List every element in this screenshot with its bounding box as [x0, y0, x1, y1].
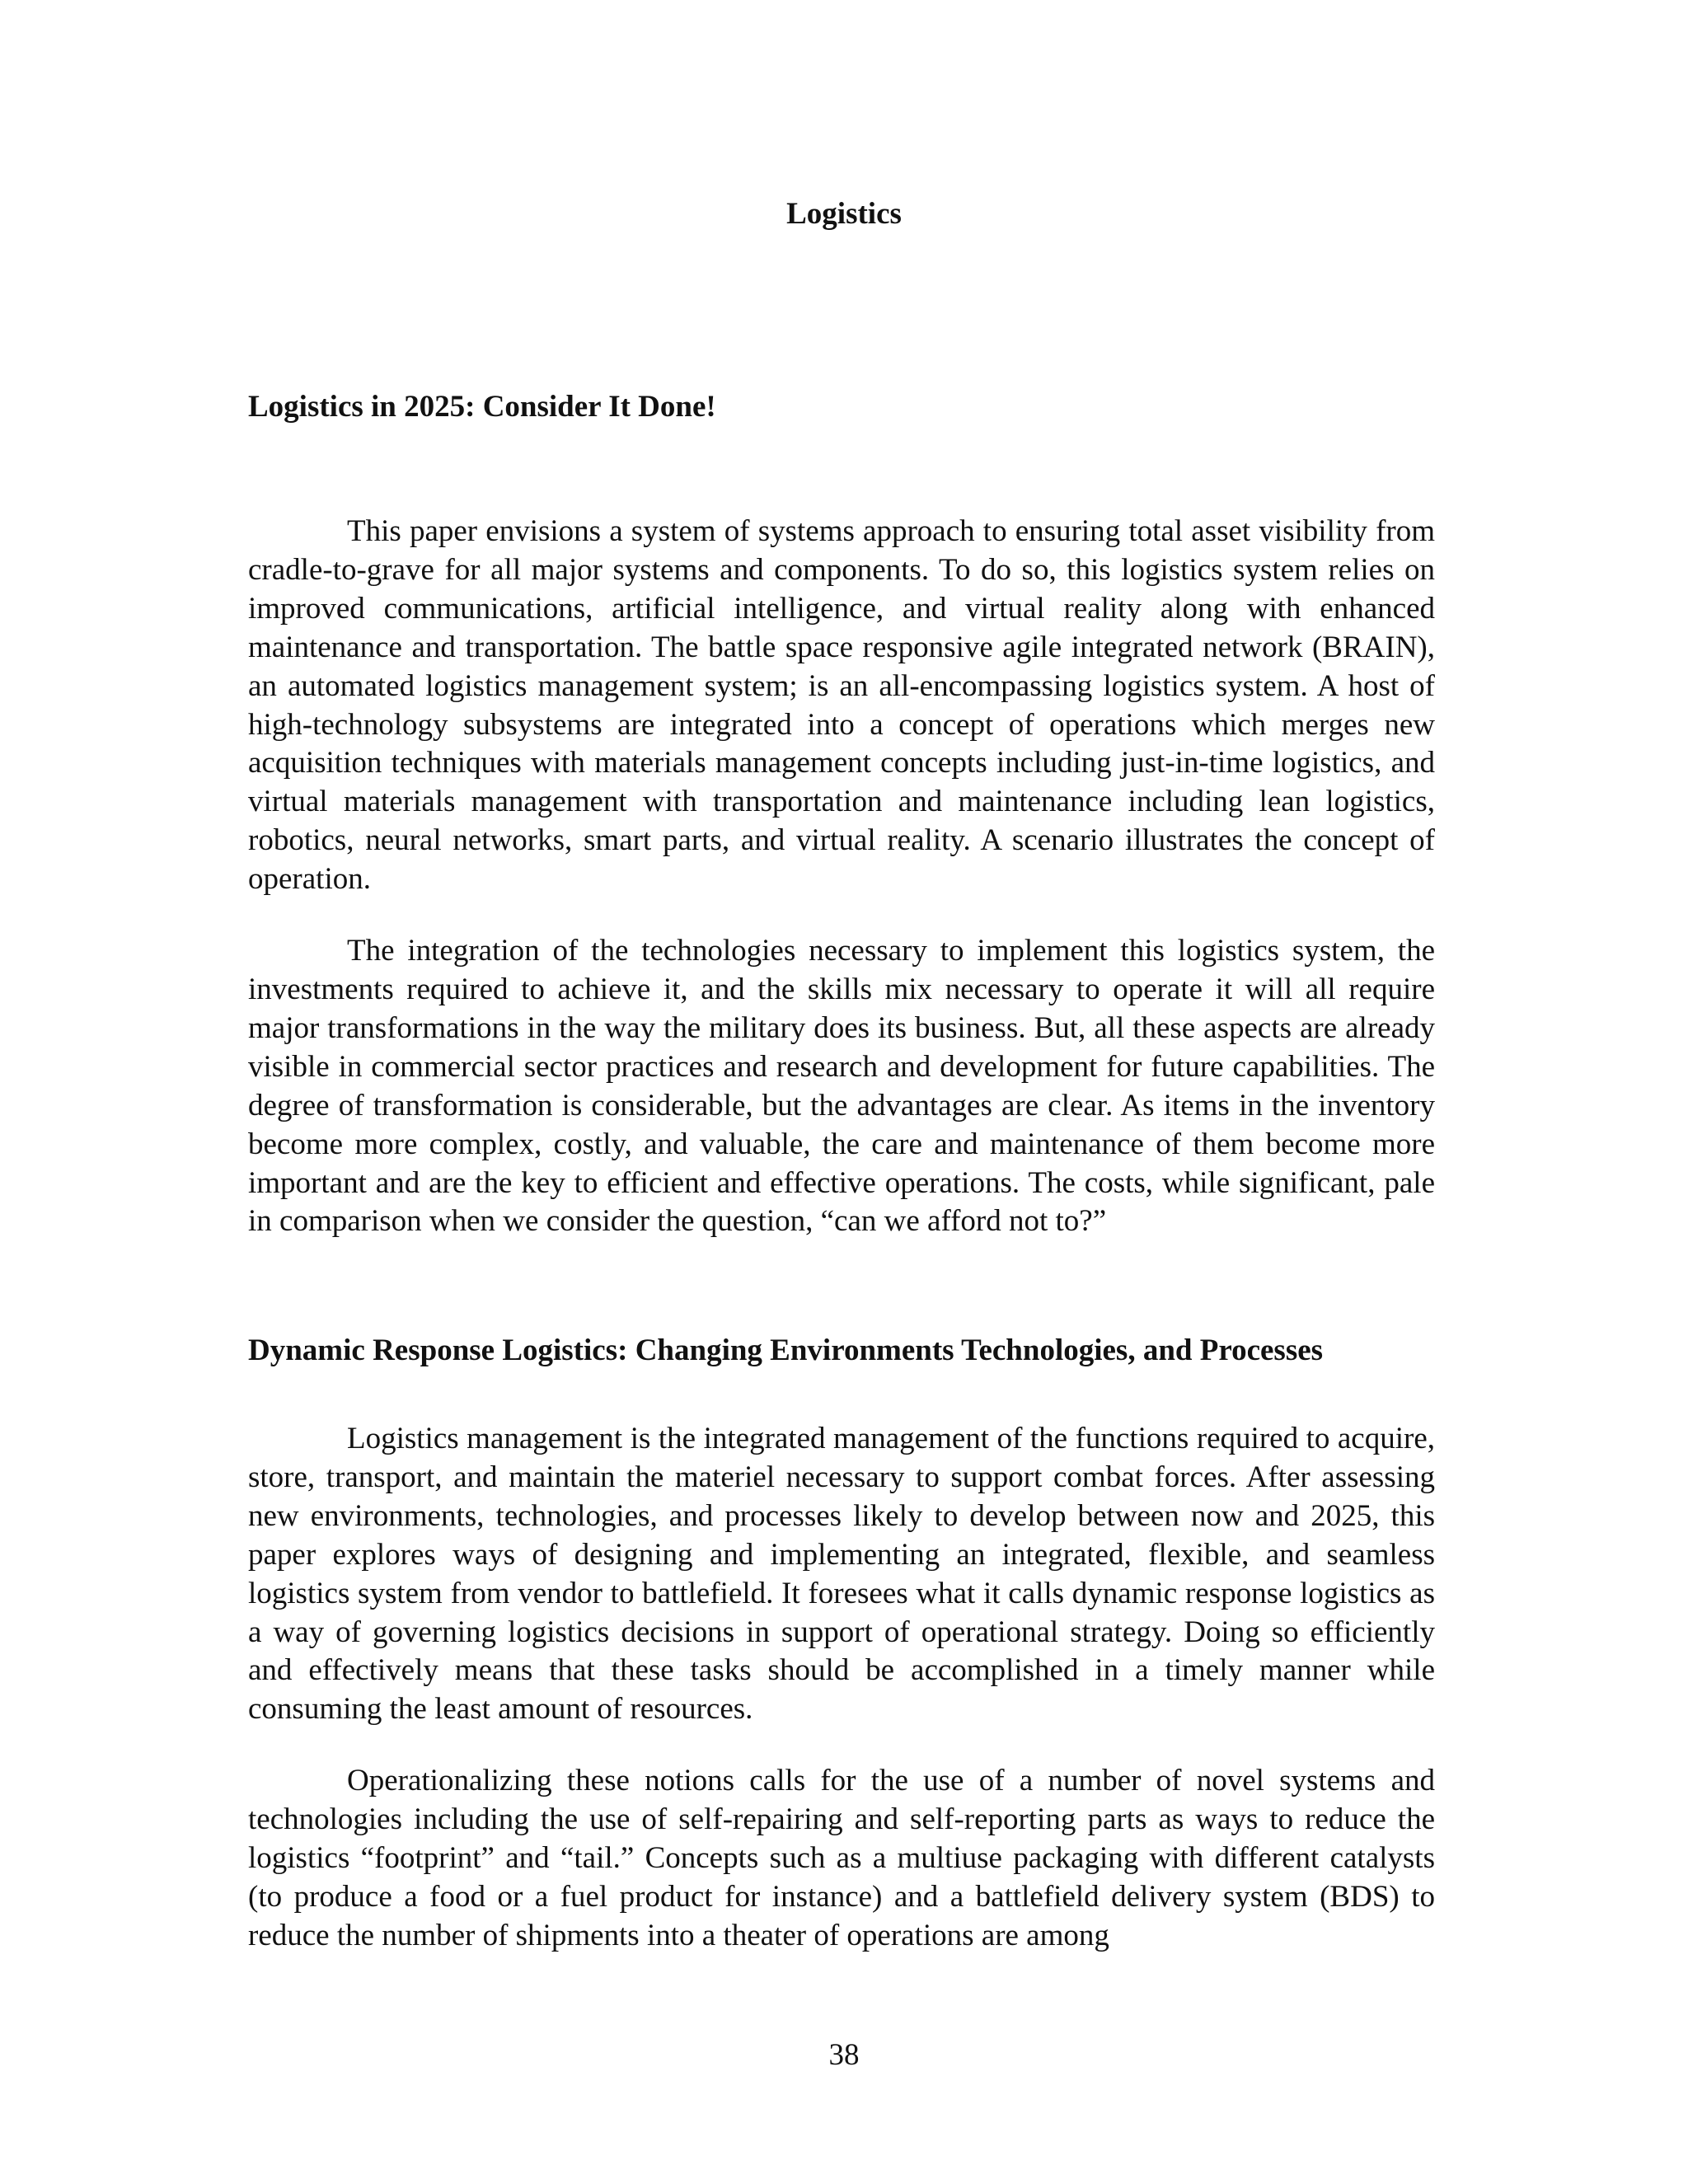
- section-heading: Dynamic Response Logistics: Changing Environments Technologies, and Processes: [248, 1333, 1324, 1367]
- body-paragraph: Logistics management is the integrated management of the functions required to acquire, store, transport, and maintain the materiel necessary to support combat forces. After assessing new environments, technologies, and processes likely to develop between now and 2025, this paper explores ways of designing and implementing an integrated, flexible, and seamless logistics system from vendor to battlefield. It foresees what it calls dynamic response logistics as a way of governing logistics decisions in support of operational strategy. Doing so efficiently and effectively means that these tasks should be accomplished in a timely manner while consuming the least amount of resources.: [248, 1422, 1435, 1727]
- body-paragraph: This paper envisions a system of systems approach to ensuring total asset visibility from cradle-to-grave for all major systems and components. To do so, this logistics system relies on improved communications, artificial intelligence, and virtual reality along with enhanced maintenance and transportation. The battle space responsive agile integrated network (BRAIN), an automated logistics management system; is an all-encompassing logistics system. A host of high-technology subsystems are integrated into a concept of operations which merges new acquisition techniques with materials management concepts including just-in-time logistics, and virtual materials management with transportation and maintenance including lean logistics, robotics, neural networks, smart parts, and virtual reality. A scenario illustrates the concept of operation.: [248, 514, 1435, 897]
- section-logistics-2025: [248, 387, 1435, 1241]
- page-number: 38: [828, 2038, 860, 2072]
- body-paragraph: Operationalizing these notions calls for the use of a number of novel systems and technologies including the use of self-repairing and self-reporting parts as ways to reduce the logistics “footprint” and “tail.” Concepts such as a multiuse packaging with different catalysts (to produce a food or a fuel product for instance) and a battlefield delivery system (BDS) to reduce the number of shipments into a theater of operations are among: [248, 1764, 1435, 1952]
- page-title: Logistics: [786, 197, 902, 231]
- body-paragraph: The integration of the technologies necessary to implement this logistics system, the investments required to achieve it, and the skills mix necessary to operate it will all require major transformations in the way the military does its business. But, all these aspects are already visible in commercial sector practices and research and development for future capabilities. The degree of transformation is considerable, but the advantages are clear. As items in the inventory become more complex, costly, and valuable, the care and maintenance of them become more important and are the key to efficient and effective operations. The costs, while significant, pale in comparison when we consider the question, “can we afford not to?”: [248, 934, 1435, 1239]
- section-dynamic-response-logistics: [248, 1331, 1435, 1956]
- section-heading: Logistics in 2025: Consider It Done!: [248, 390, 716, 424]
